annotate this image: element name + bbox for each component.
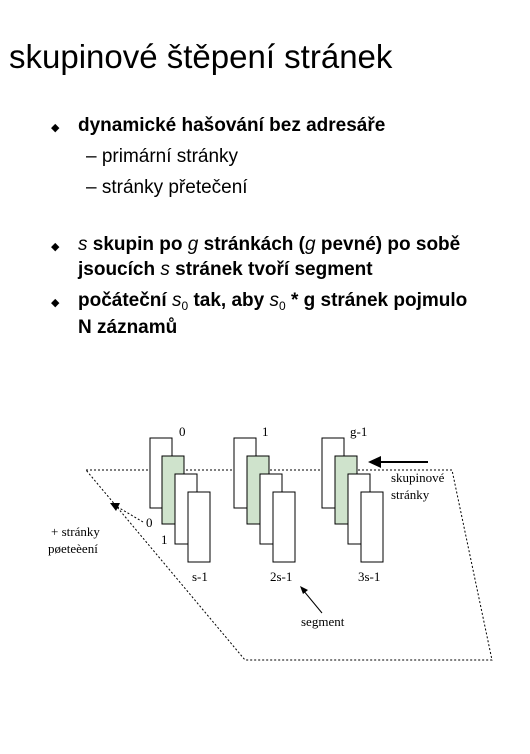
- bullet-dynamic-hashing: dynamické hašování bez adresáře: [78, 115, 386, 136]
- group-pages-arrow-head: [368, 456, 381, 468]
- side-label-1: 1: [161, 532, 168, 547]
- text-groups: skupin po: [87, 234, 188, 255]
- side-label-0: 0: [146, 515, 153, 530]
- text-times-g: * g stránek pojmulo: [285, 290, 468, 311]
- var-s: s: [160, 259, 170, 280]
- overflow-label-line2: pøeteèení: [48, 541, 98, 556]
- bullet-diamond-icon: ◆: [51, 121, 60, 134]
- segment-label: segment: [301, 614, 345, 629]
- text-form-segment: stránek tvoří segment: [169, 259, 373, 280]
- var-s: s: [78, 234, 88, 255]
- page: [273, 492, 295, 562]
- bullet-initial-s0-line2: N záznamů: [78, 317, 178, 338]
- bullet-diamond-icon: ◆: [51, 296, 60, 309]
- subitem-overflow-pages: – stránky přetečení: [86, 177, 248, 198]
- page-group-0: [150, 438, 210, 562]
- subitem-primary-pages: – primární stránky: [86, 146, 239, 167]
- bullet-diamond-icon: ◆: [51, 240, 60, 253]
- bottom-label-3s-1: 3s-1: [358, 569, 381, 584]
- group-pages-label-line2: stránky: [391, 487, 430, 502]
- page-group-g-1: [322, 438, 383, 562]
- var-g: g: [187, 234, 199, 255]
- text-pages: stránkách (: [198, 234, 306, 255]
- var-g: g: [305, 234, 316, 255]
- var-s: s: [171, 290, 182, 311]
- page: [188, 492, 210, 562]
- overflow-label-line1: + stránky: [51, 524, 100, 539]
- segment-arrow-line: [303, 590, 322, 613]
- text-consecutive: jsoucích: [78, 259, 161, 280]
- group-label-1: 1: [262, 424, 269, 439]
- group-pages-label-line1: skupinové: [391, 470, 445, 485]
- var-s: s: [269, 290, 279, 311]
- group-label-0: 0: [179, 424, 186, 439]
- overflow-arrow-line: [116, 506, 143, 522]
- page: [361, 492, 383, 562]
- bottom-label-s-1: s-1: [192, 569, 208, 584]
- subscript-0: 0: [279, 299, 286, 313]
- group-label-g-1: g-1: [350, 424, 368, 439]
- text-such-that: tak, aby: [188, 290, 270, 311]
- subscript-0: 0: [181, 299, 189, 313]
- page-title: skupinové štěpení stránek: [9, 38, 393, 75]
- text-fixed: pevné) po sobě: [315, 234, 461, 255]
- bottom-label-2s-1: 2s-1: [270, 569, 293, 584]
- text-initial: počáteční: [78, 290, 172, 311]
- segment-arrow-head: [300, 586, 308, 594]
- page-group-1: [234, 438, 295, 562]
